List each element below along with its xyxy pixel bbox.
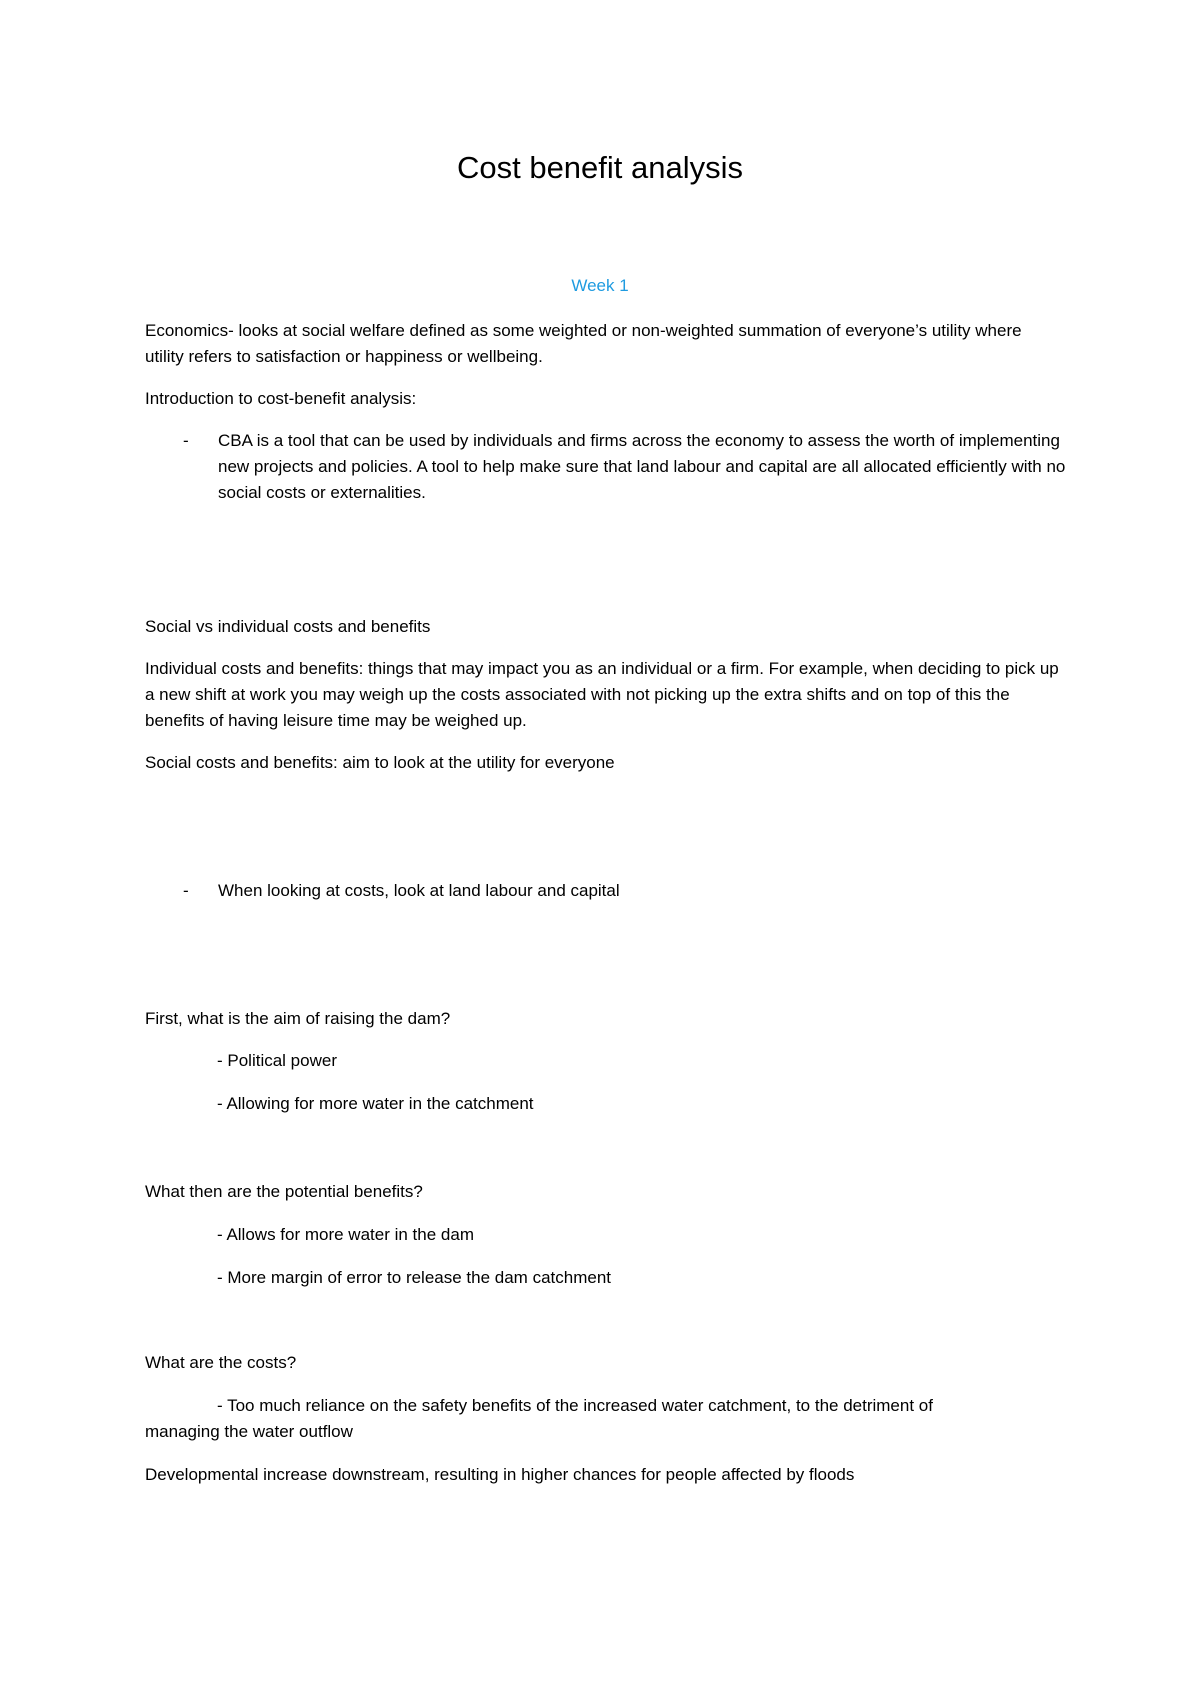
question-costs: What are the costs? bbox=[145, 1353, 297, 1372]
cost-item: - Too much reliance on the safety benefits of the increased water catchment, to the detriment of bbox=[217, 1396, 933, 1415]
bullet-dash: - bbox=[183, 431, 189, 450]
heading-social-vs-individual: Social vs individual costs and benefits bbox=[145, 617, 431, 636]
question-aim: First, what is the aim of raising the dam? bbox=[145, 1009, 451, 1028]
bullet-dash: - bbox=[183, 881, 189, 900]
paragraph-developmental: Developmental increase downstream, resulting in higher chances for people affected by floods bbox=[145, 1465, 855, 1484]
paragraph-social-costs: Social costs and benefits: aim to look at the utility for everyone bbox=[145, 753, 615, 772]
benefit-item: - Allows for more water in the dam bbox=[217, 1225, 474, 1244]
cost-item-continuation: managing the water outflow bbox=[145, 1422, 353, 1441]
bullet-cba-text: CBA is a tool that can be used by individuals and firms across the economy to assess the worth of implementing new projects and policies. A tool to help make sure that land labour and capital are all allocated efficiently with no social costs or externalities. bbox=[218, 431, 1066, 502]
aim-item: - Political power bbox=[217, 1051, 337, 1070]
document-title: Cost benefit analysis bbox=[456, 150, 744, 185]
bullet-costs-text: When looking at costs, look at land labour and capital bbox=[218, 881, 620, 900]
heading-introduction: Introduction to cost-benefit analysis: bbox=[145, 389, 417, 408]
paragraph-economics: Economics- looks at social welfare defined as some weighted or non-weighted summation of everyone’s utility where utility refers to satisfaction or happiness or wellbeing. bbox=[145, 321, 1022, 366]
question-benefits: What then are the potential benefits? bbox=[145, 1182, 423, 1201]
aim-item: - Allowing for more water in the catchment bbox=[217, 1094, 534, 1113]
benefit-item: - More margin of error to release the dam catchment bbox=[217, 1268, 611, 1287]
week-heading: Week 1 bbox=[571, 276, 629, 295]
paragraph-individual-costs: Individual costs and benefits: things that may impact you as an individual or a firm. For example, when deciding to pick up a new shift at work you may weigh up the costs associated with not picking up the extra shifts and on top of this the benefits of having leisure time may be weighed up. bbox=[145, 659, 1059, 730]
